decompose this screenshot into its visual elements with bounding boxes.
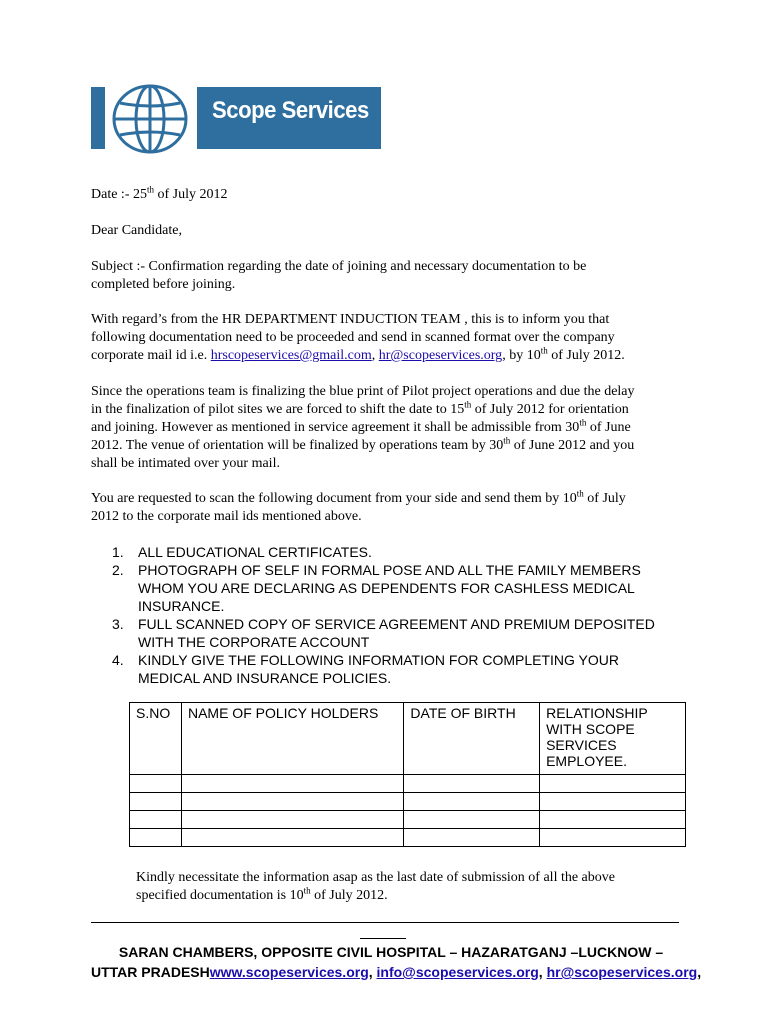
header-relationship: RELATIONSHIP WITH SCOPE SERVICES EMPLOYEE. <box>540 703 686 775</box>
letter-date: Date :- 25th of July 2012 <box>91 184 228 202</box>
table-cell[interactable] <box>404 811 540 829</box>
paragraph-operations: Since the operations team is finalizing the blue print of Pilot project operations and due the delay in the finalization of pilot sites we are forced to shift the date to 15th of July 2012 for orientation and joining. However as mentioned in service agreement it shall be admissible from 30th of June 2012. The venue of orientation will be finalized by operations team by 30th of June 2012 and you shall be intimated over your mail. <box>91 384 635 471</box>
table-cell[interactable] <box>130 811 182 829</box>
logo-text: Scope Services <box>212 97 369 124</box>
table-row <box>130 793 686 811</box>
table-cell[interactable] <box>181 811 403 829</box>
table-cell[interactable] <box>181 775 403 793</box>
footer-divider <box>91 922 679 923</box>
table-cell[interactable] <box>540 793 686 811</box>
table-cell[interactable] <box>181 829 403 847</box>
header-dob: DATE OF BIRTH <box>404 703 540 775</box>
table-cell[interactable] <box>181 793 403 811</box>
closing-note: Kindly necessitate the information asap as the last date of submission of all the above specified documentation is 10th of July 2012. <box>136 870 615 903</box>
subject: Subject :- Confirmation regarding the date of joining and necessary documentation to be completed before joining. <box>91 259 587 292</box>
header-name: NAME OF POLICY HOLDERS <box>181 703 403 775</box>
table-row <box>130 829 686 847</box>
table-header-row <box>130 703 686 775</box>
table-cell[interactable] <box>540 811 686 829</box>
table-cell[interactable] <box>540 775 686 793</box>
salutation: Dear Candidate, <box>91 223 182 238</box>
footer-address: SARAN CHAMBERS, OPPOSITE CIVIL HOSPITAL – HAZARATGANJ –LUCKNOW – UTTAR PRADESHwww.scopeservices.org, info@scopeservices.org, hr@scopeservices.org, <box>91 944 702 980</box>
table-cell[interactable] <box>130 829 182 847</box>
table-cell[interactable] <box>540 829 686 847</box>
header-sno: S.NO <box>130 703 182 775</box>
globe-icon <box>108 83 192 155</box>
email-link-hr[interactable]: hr@scopeservices.org <box>378 348 503 363</box>
logo-left-bar <box>91 87 105 149</box>
paragraph-request: You are requested to scan the following document from your side and send them by 10th of July 2012 to the corporate mail ids mentioned above. <box>91 488 626 524</box>
document-list: 1. ALL EDUCATIONAL CERTIFICATES. 2. PHOTOGRAPH OF SELF IN FORMAL POSE AND ALL THE FAMILY MEMBERS WHOM YOU ARE DECLARING AS DEPENDENTS FOR CASHLESS MEDICAL INSURANCE. 3. FULL SCANNED COPY OF SERVICE AGREEMENT AND PREMIUM DEPOSITED WITH THE CORPORATE ACCOUNT 4. KINDLY GIVE THE FOLLOWING INFORMATION FOR COMPLETING YOUR MEDICAL AND INSURANCE POLICIES. <box>112 544 655 686</box>
info-email-link[interactable]: info@scopeservices.org <box>376 964 539 980</box>
table-cell[interactable] <box>404 793 540 811</box>
website-link[interactable]: www.scopeservices.org <box>209 964 369 980</box>
table-cell[interactable] <box>130 793 182 811</box>
table-cell[interactable] <box>130 775 182 793</box>
table-cell[interactable] <box>404 829 540 847</box>
email-link-gmail[interactable]: hrscopeservices@gmail.com <box>210 348 372 363</box>
table-row <box>130 811 686 829</box>
paragraph-intro: With regard’s from the HR DEPARTMENT INDUCTION TEAM , this is to inform you that following documentation need to be proceeded and send in scanned format over the company corporate mail id i.e. hrscopeservices@gmail.com, hr@scopeservices.org, by 10th of July 2012. <box>91 312 625 363</box>
table-row <box>130 775 686 793</box>
footer-short-rule <box>360 938 406 939</box>
policy-holders-table <box>129 702 686 847</box>
table-cell[interactable] <box>404 775 540 793</box>
hr-email-link[interactable]: hr@scopeservices.org <box>546 964 698 980</box>
